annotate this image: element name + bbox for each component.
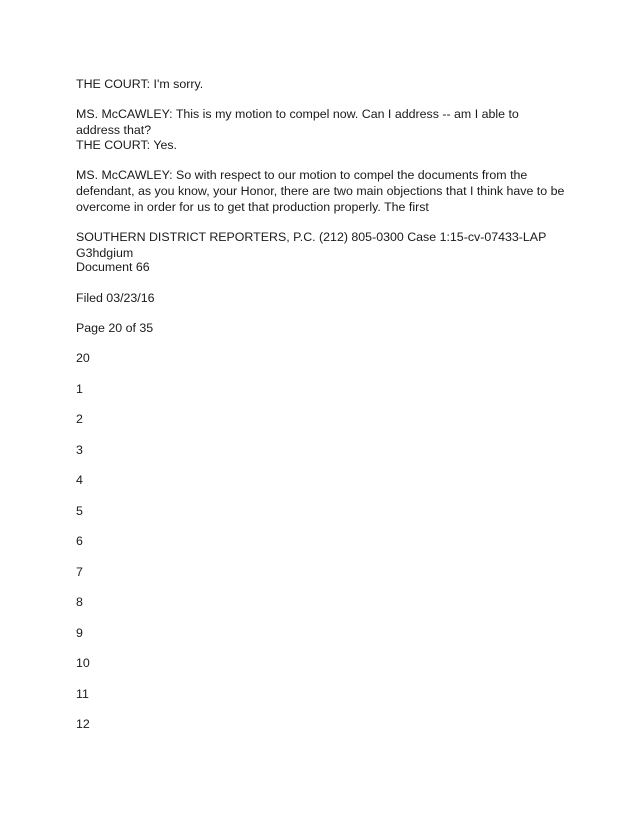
filed-date: Filed 03/23/16 <box>76 291 155 305</box>
transcript-paragraph: THE COURT: I'm sorry. <box>76 77 204 91</box>
transcript-paragraph: MS. McCAWLEY: So with respect to our motion to compel the documents from the defendant, as you know, your Honor, there are two main objections that I think have to be overcome in order for us to get that production properly. The first <box>76 168 565 214</box>
line-number: 4 <box>76 473 83 487</box>
line-number: 5 <box>76 504 83 518</box>
line-number: 11 <box>76 687 89 701</box>
line-number: 10 <box>76 656 90 670</box>
transcript-paragraph: MS. McCAWLEY: This is my motion to compel now. Can I address -- am I able to address that? <box>76 107 519 137</box>
document-number: Document 66 <box>76 260 150 274</box>
line-number: 3 <box>76 443 83 457</box>
line-number: 8 <box>76 595 83 609</box>
page-count: Page 20 of 35 <box>76 321 154 335</box>
line-number: 9 <box>76 626 83 640</box>
reporter-line: SOUTHERN DISTRICT REPORTERS, P.C. (212) 805-0300 Case 1:15-cv-07433-LAP G3hdgium <box>76 230 547 260</box>
line-number: 6 <box>76 534 83 548</box>
line-number: 1 <box>76 382 83 396</box>
line-number: 7 <box>76 565 83 579</box>
line-number: 2 <box>76 412 83 426</box>
transcript-paragraph: THE COURT: Yes. <box>76 138 177 152</box>
line-number: 20 <box>76 351 90 365</box>
line-number: 12 <box>76 717 90 731</box>
